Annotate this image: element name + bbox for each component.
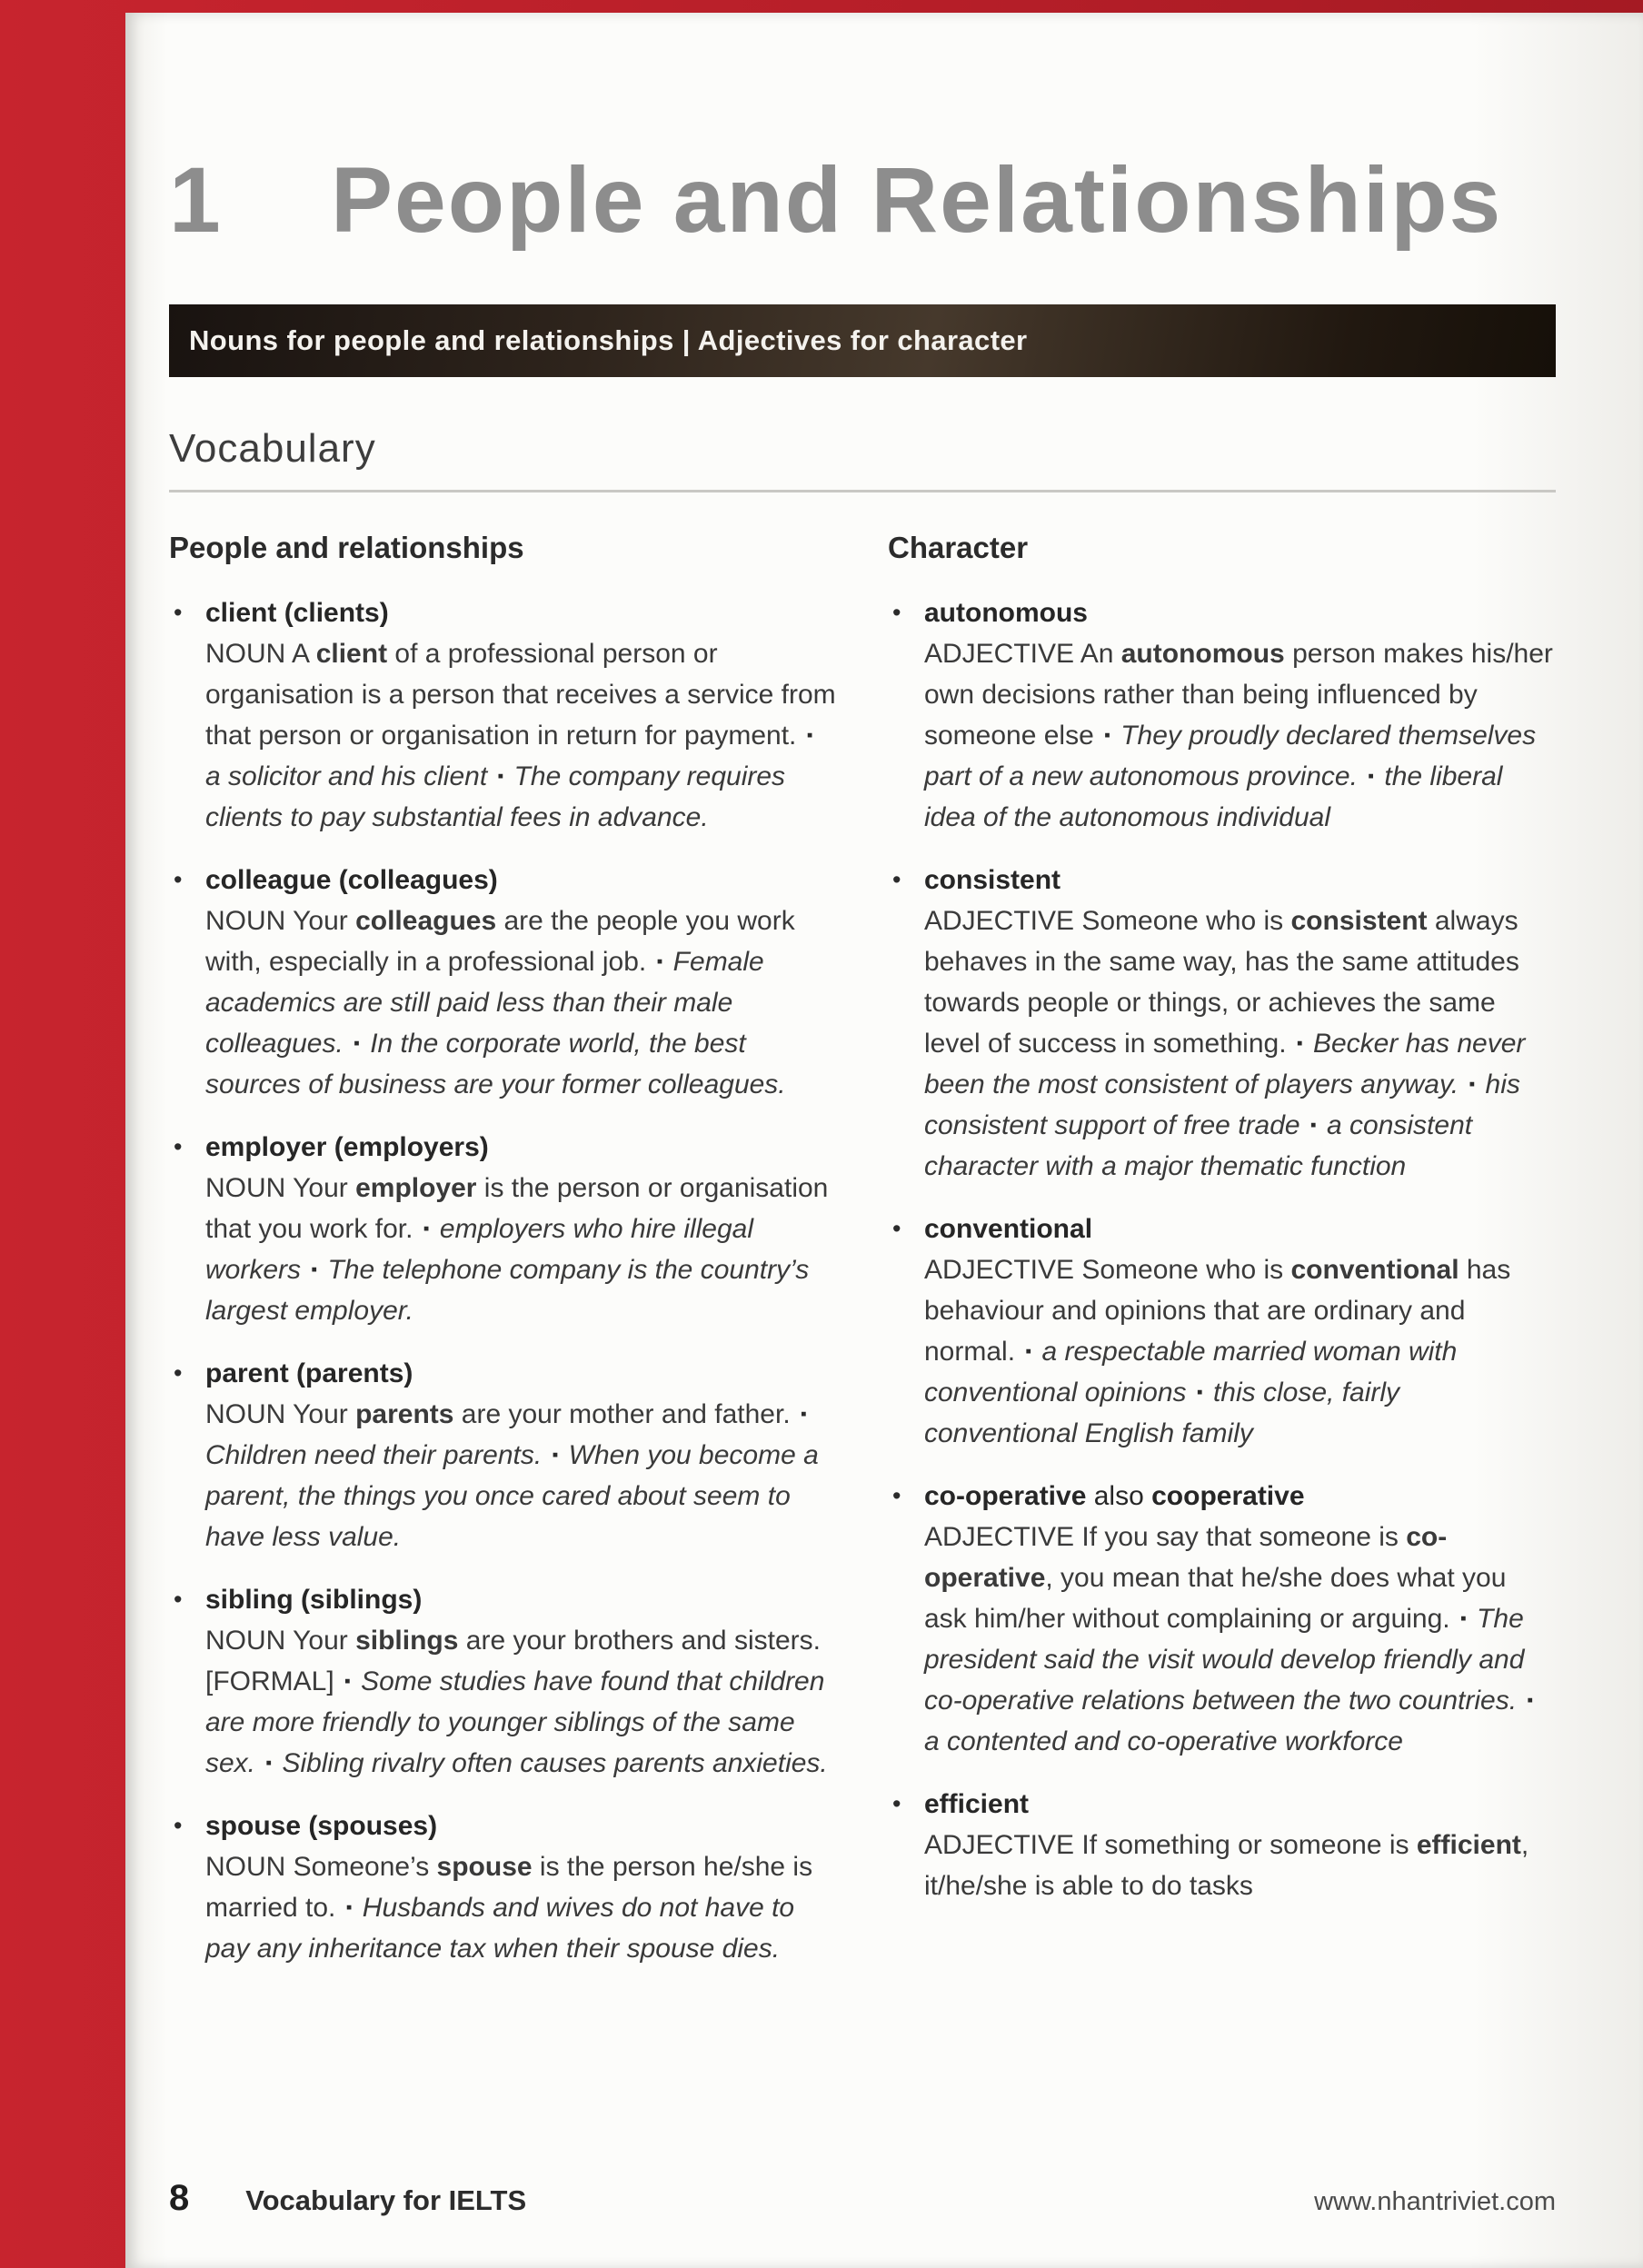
entry-definition: NOUN A client of a professional person or organisation is a person that receives a service from that person or organisation in return for payment. ▪ a solicitor and his client ▪ The company requires clients to pay substantial fees in advance.	[205, 639, 836, 832]
bullet-icon: •	[174, 1586, 183, 1613]
entry-headword: spouse (spouses)	[205, 1811, 438, 1841]
entry-definition: ADJECTIVE Someone who is consistent always behaves in the same way, has the same attitudes towards people or things, or achieves the same level of success in something. ▪ Becker has never been the most consistent of players anyway. ▪ his consistent support of free trade ▪ a consistent character with a major thematic function	[924, 906, 1526, 1181]
bullet-icon: •	[892, 1482, 901, 1509]
bullet-icon: •	[174, 599, 183, 626]
entry-content	[924, 860, 1556, 1187]
topic-banner-text: Nouns for people and relationships | Adjectives for character	[189, 324, 1028, 356]
column-heading-people: People and relationships	[169, 531, 524, 564]
vocab-entry	[169, 1353, 837, 1557]
vocab-entry	[169, 860, 837, 1105]
entry-headword: client (clients)	[205, 598, 389, 628]
bullet-icon: •	[174, 866, 183, 893]
entry-content	[205, 1127, 837, 1331]
column-people-relationships	[169, 531, 837, 1991]
entry-content	[205, 592, 837, 838]
website-url: www.nhantriviet.com	[1314, 2187, 1556, 2216]
bullet-icon: •	[174, 1133, 183, 1160]
page-footer	[169, 2178, 1556, 2219]
vocab-entry	[888, 1476, 1556, 1762]
bullet-icon: •	[892, 866, 901, 893]
chapter-header	[169, 147, 1556, 254]
vocab-entry	[888, 1209, 1556, 1454]
entry-definition: NOUN Your siblings are your brothers and sisters. [FORMAL] ▪ Some studies have found that children are more friendly to younger siblings of the same sex. ▪ Sibling rivalry often causes parents anxieties.	[205, 1626, 828, 1778]
entry-content	[205, 1579, 837, 1784]
entry-headword: autonomous	[924, 598, 1088, 628]
chapter-title: People and Relationships	[331, 148, 1503, 252]
entry-definition: ADJECTIVE If something or someone is efficient, it/he/she is able to do tasks	[924, 1830, 1529, 1901]
entry-headword: conventional	[924, 1214, 1093, 1244]
entry-definition: NOUN Someone’s spouse is the person he/she is married to. ▪ Husbands and wives do not have to pay any inheritance tax when their spouse dies.	[205, 1852, 813, 1964]
entry-definition: NOUN Your parents are your mother and father. ▪ Children need their parents. ▪ When you become a parent, the things you once cared about seem to have less value.	[205, 1399, 819, 1552]
bullet-icon: •	[892, 1790, 901, 1817]
bullet-icon: •	[892, 1215, 901, 1242]
entry-headword: co-operative also cooperative	[924, 1481, 1305, 1511]
vocab-entry	[888, 592, 1556, 838]
vocab-entry	[888, 1784, 1556, 1906]
entry-definition: NOUN Your employer is the person or organisation that you work for. ▪ employers who hire illegal workers ▪ The telephone company is the country’s largest employer.	[205, 1173, 829, 1326]
entry-content	[205, 1805, 837, 1969]
entry-content	[924, 1784, 1556, 1906]
entry-content	[924, 1209, 1556, 1454]
vocab-columns	[169, 531, 1556, 1991]
entry-content	[205, 1353, 837, 1557]
column-heading-character: Character	[888, 531, 1029, 564]
book-page	[125, 13, 1643, 2268]
entry-headword: employer (employers)	[205, 1132, 489, 1162]
entry-list	[169, 592, 837, 1969]
vocab-entry	[169, 1127, 837, 1331]
bullet-icon: •	[892, 599, 901, 626]
entry-headword: colleague (colleagues)	[205, 865, 498, 895]
vocab-entry	[169, 592, 837, 838]
section-title: Vocabulary	[169, 426, 376, 471]
entry-content	[924, 592, 1556, 838]
entry-list	[888, 592, 1556, 1906]
entry-content	[205, 860, 837, 1105]
entry-definition: NOUN Your colleagues are the people you work with, especially in a professional job. ▪ Female academics are still paid less than their male colleagues. ▪ In the corporate world, the best sources of business are your former colleagues.	[205, 906, 795, 1099]
bullet-icon: •	[174, 1359, 183, 1387]
page-number: 8	[169, 2178, 190, 2218]
entry-definition: ADJECTIVE If you say that someone is co-operative, you mean that he/she does what you ask him/her without complaining or arguing. ▪ The president said the visit would develop friendly and co-operative relations between the two countries. ▪ a contented and co-operative workforce	[924, 1522, 1534, 1756]
entry-definition: ADJECTIVE Someone who is conventional has behaviour and opinions that are ordinary and normal. ▪ a respectable married woman with conventional opinions ▪ this close, fairly conventional English family	[924, 1255, 1511, 1448]
book-title: Vocabulary for IELTS	[245, 2184, 527, 2216]
entry-headword: efficient	[924, 1789, 1030, 1819]
vocab-entry	[888, 860, 1556, 1187]
entry-headword: consistent	[924, 865, 1061, 895]
column-character	[888, 531, 1556, 1991]
entry-headword: sibling (siblings)	[205, 1585, 423, 1615]
entry-definition: ADJECTIVE An autonomous person makes his/her own decisions rather than being influenced by someone else ▪ They proudly declared themselves part of a new autonomous province. ▪ the liberal idea of the autonomous individual	[924, 639, 1553, 832]
topic-banner	[169, 304, 1556, 377]
vocab-entry	[169, 1805, 837, 1969]
section-divider	[169, 490, 1556, 492]
entry-content	[924, 1476, 1556, 1762]
vocab-entry	[169, 1579, 837, 1784]
bullet-icon: •	[174, 1812, 183, 1839]
chapter-number: 1	[169, 148, 221, 252]
entry-headword: parent (parents)	[205, 1358, 413, 1388]
